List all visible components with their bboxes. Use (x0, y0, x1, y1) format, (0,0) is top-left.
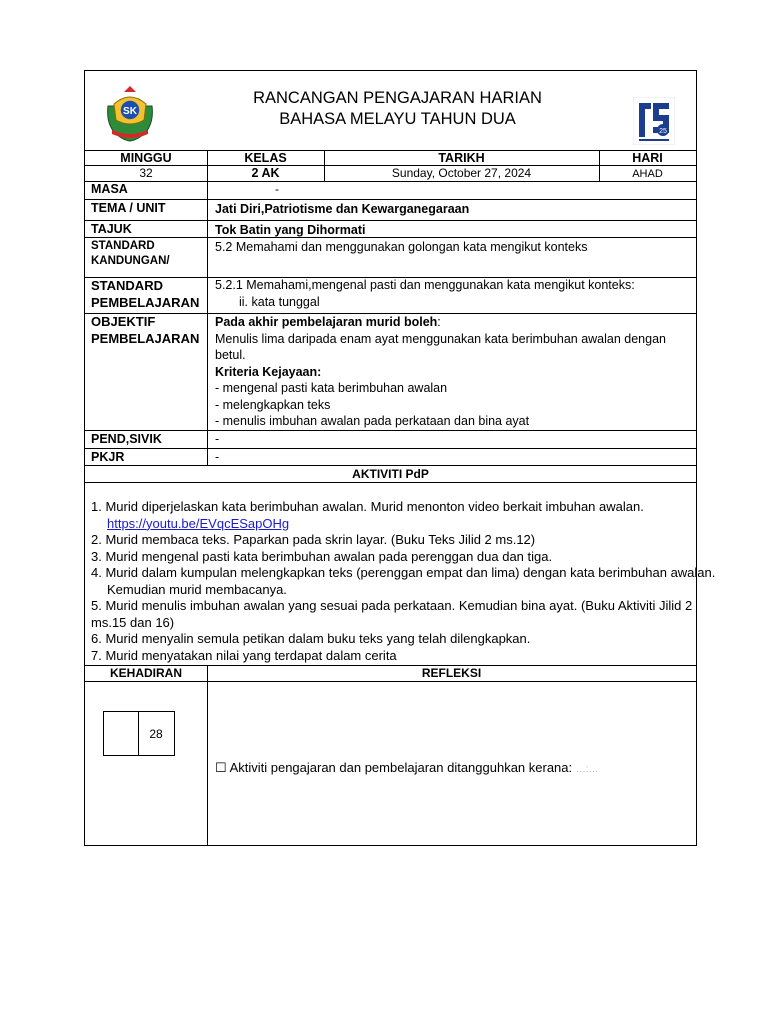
tema-label: TEMA / UNIT (91, 201, 166, 215)
column-divider (207, 150, 208, 466)
attendance-count: 28 (149, 727, 163, 741)
logo-number: 25 (659, 128, 667, 135)
standard-kandungan-value: 5.2 Memahami dan menggunakan golongan kata mengikut konteks (215, 240, 588, 254)
institution-logo-icon (633, 97, 675, 145)
tajuk-label: TAJUK (91, 222, 132, 236)
objektif-label (91, 314, 199, 347)
kehadiran-label: KEHADIRAN (110, 666, 182, 680)
minggu-label: MINGGU (120, 151, 172, 165)
rule (85, 220, 696, 221)
kriteria-item: - menulis imbuhan awalan pada perkataan dan bina ayat (215, 414, 530, 428)
pkjr-label: PKJR (91, 450, 125, 464)
obj-text-line-1: Menulis lima daripada enam ayat menggunakan kata berimbuhan awalan dengan (215, 331, 666, 346)
checkbox-label: Aktiviti pengajaran dan pembelajaran ditangguhkan kerana: (229, 760, 573, 775)
refleksi-line (215, 760, 599, 776)
lesson-plan-document (84, 70, 716, 846)
aktiviti-heading: AKTIVITI PdP (352, 467, 429, 481)
pend-sivik-value: - (215, 432, 220, 446)
obj-colon: : (437, 315, 441, 329)
obj-text-line-2: betul. (215, 348, 246, 362)
kriteria-heading: Kriteria Kejayaan: (215, 364, 322, 379)
kelas-value: 2 AK (251, 166, 280, 180)
pend-sivik-label: PEND,SIVIK (91, 432, 162, 446)
refleksi-label: REFLEKSI (421, 666, 482, 680)
pkjr-value: - (215, 450, 220, 464)
sp-label-line-2: PEMBELAJARAN (91, 295, 200, 310)
masa-value: - (275, 182, 279, 196)
sp-value-line-1: 5.2.1 Memahami,mengenal pasti dan menggunakan kata mengikut konteks: (215, 278, 635, 292)
standard-kandungan-label (91, 239, 170, 269)
kelas-label: KELAS (244, 151, 287, 165)
rule (85, 237, 696, 238)
aktiviti-item-continued: Kemudian murid membacanya. (107, 581, 287, 597)
hari-label: HARI (632, 151, 663, 165)
column-divider (207, 665, 208, 846)
aktiviti-item: 7. Murid menyatakan nilai yang terdapat dalam cerita (91, 647, 397, 663)
rule (85, 448, 696, 449)
aktiviti-item: 3. Murid mengenal pasti kata berimbuhan awalan pada perenggan dua dan tiga. (91, 548, 553, 564)
title-line-1: RANCANGAN PENGAJARAN HARIAN (253, 89, 542, 107)
aktiviti-item: 1. Murid diperjelaskan kata berimbuhan awalan. Murid menonton video berkait imbuhan awalan. (91, 499, 644, 514)
document-title (185, 88, 610, 130)
tema-value: Jati Diri,Patriotisme dan Kewarganegaraan (215, 202, 470, 216)
obj-heading: Pada akhir pembelajaran murid boleh (215, 315, 438, 329)
sp-label-line-1: STANDARD (91, 278, 163, 293)
minggu-value: 32 (139, 166, 153, 180)
obj-label-line-2: PEMBELAJARAN (91, 330, 200, 346)
kriteria-item: - melengkapkan teks (215, 397, 331, 412)
tajuk-value: Tok Batin yang Dihormati (215, 223, 366, 237)
tarikh-value: Sunday, October 27, 2024 (391, 166, 532, 180)
video-link[interactable]: https://youtu.be/EVqcESapOHg (107, 515, 290, 531)
aktiviti-item: 6. Murid menyalin semula petikan dalam buku teks yang telah dilengkapkan. (91, 631, 531, 646)
sk-label-line-1: STANDARD (91, 240, 155, 252)
standard-pembelajaran-label (91, 277, 199, 311)
rule (85, 681, 696, 682)
masa-label: MASA (91, 182, 128, 196)
tarikh-label: TARIKH (438, 151, 485, 165)
standard-pembelajaran-value (215, 277, 635, 311)
aktiviti-list (91, 499, 716, 664)
svg-text:SK: SK (123, 106, 137, 117)
rule (85, 199, 696, 200)
sp-value-line-2: ii. kata tunggal (239, 295, 320, 309)
sk-label-line-2: KANDUNGAN/ (91, 255, 170, 267)
title-line-2: BAHASA MELAYU TAHUN DUA (279, 110, 516, 128)
obj-label-line-1: OBJEKTIF (91, 314, 156, 329)
rule (85, 430, 696, 431)
aktiviti-item-continued: ms.15 dan 16) (91, 614, 175, 630)
hari-value: AHAD (632, 168, 663, 180)
aktiviti-item: 4. Murid dalam kumpulan melengkapkan teks (perenggan empat dan lima) dengan kata berimbuhan awalan. (91, 565, 716, 580)
rule (85, 482, 696, 483)
document-header (85, 71, 696, 150)
objektif-value (215, 314, 666, 430)
kriteria-item: - mengenal pasti kata berimbuhan awalan (215, 381, 448, 395)
aktiviti-item: 2. Murid membaca teks. Paparkan pada skrin layar. (Buku Teks Jilid 2 ms.12) (91, 532, 536, 547)
checkbox-trail: …:… (575, 764, 599, 775)
checkbox-icon[interactable]: ☐ (215, 760, 227, 775)
school-crest-icon (104, 86, 156, 142)
aktiviti-item: 5. Murid menulis imbuhan awalan yang sesuai pada perkataan. Kemudian bina ayat. (Buku Aktiviti Jilid 2 (91, 598, 693, 613)
